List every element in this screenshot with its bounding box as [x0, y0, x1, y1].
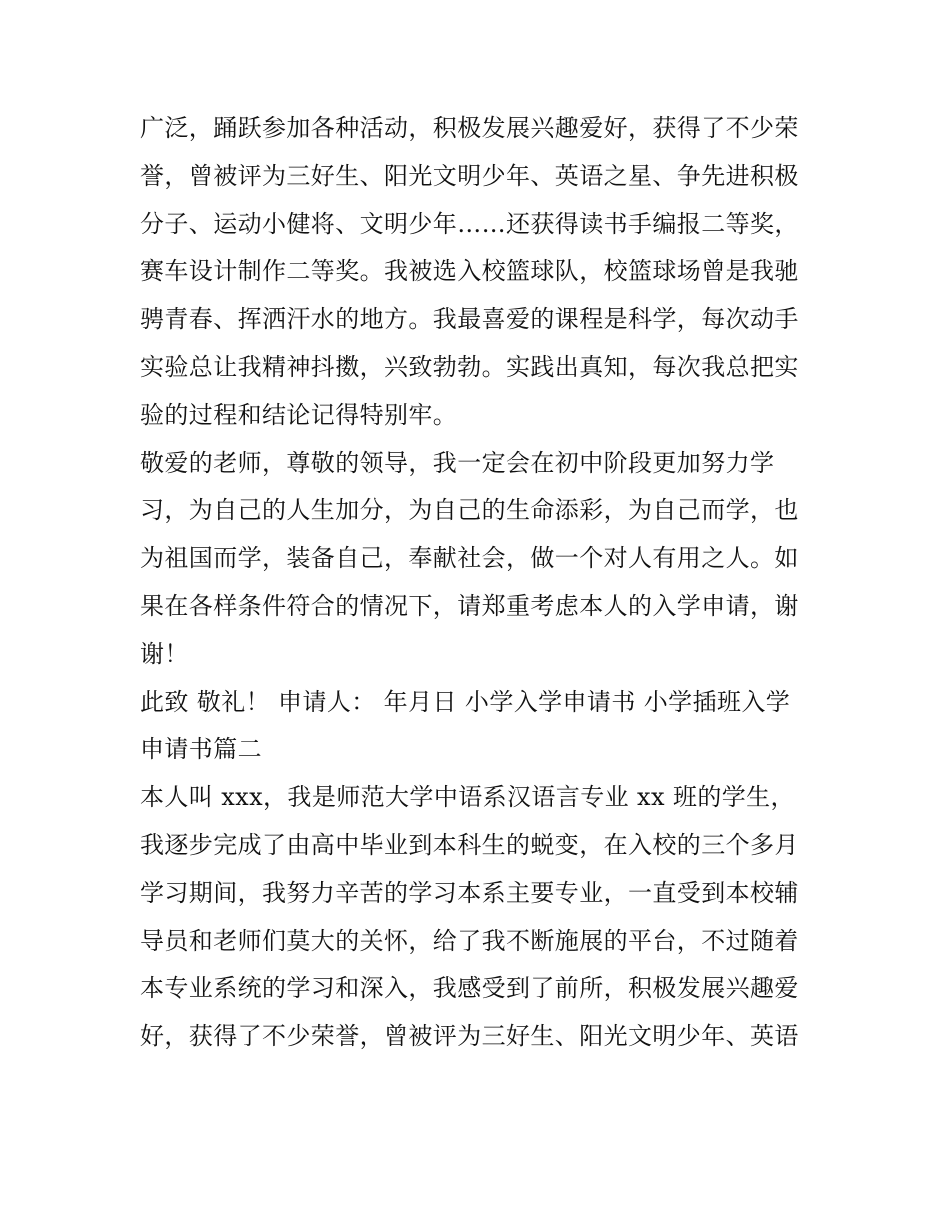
text-line: 实验总让我精神抖擞，兴致勃勃。实践出真知，每次我总把实: [140, 352, 799, 381]
text-line: 好，获得了不少荣誉，曾被评为三好生、阳光文明少年、英语: [140, 1022, 799, 1051]
text-line: 广泛，踊跃参加各种活动，积极发展兴趣爱好，获得了不少荣: [140, 114, 799, 142]
text-line: 骋青春、挥洒汗水的地方。我最喜爱的课程是科学，每次动手: [140, 305, 799, 334]
text-line: 验的过程和结论记得特别牢。: [140, 400, 458, 429]
text-line: 我逐步完成了由高中毕业到本科生的蜕变，在入校的三个多月: [140, 830, 799, 859]
text-line: 申请书篇二: [140, 735, 262, 764]
text-line: 赛车设计制作二等奖。我被选入校篮球队，校篮球场曾是我驰: [140, 257, 799, 286]
text-line: 分子、运动小健将、文明少年……还获得读书手编报二等奖，: [140, 209, 799, 238]
text-line: 谢！: [140, 639, 189, 668]
text-line: 习，为自己的人生加分，为自己的生命添彩，为自己而学，也: [140, 496, 799, 525]
text-line: 此致 敬礼！ 申请人： 年月日 小学入学申请书 小学插班入学: [140, 687, 791, 716]
text-line: 本人叫 xxx，我是师范大学中语系汉语言专业 xx 班的学生，: [140, 783, 795, 812]
text-line: 本专业系统的学习和深入，我感受到了前所，积极发展兴趣爱: [140, 974, 799, 1003]
text-line: 导员和老师们莫大的关怀，给了我不断施展的平台，不过随着: [140, 926, 799, 955]
text-line: 学习期间，我努力辛苦的学习本系主要专业，一直受到本校辅: [140, 878, 799, 907]
text-line: 果在各样条件符合的情况下，请郑重考虑本人的入学申请，谢: [140, 591, 799, 620]
text-line: 敬爱的老师，尊敬的领导，我一定会在初中阶段更加努力学: [140, 448, 775, 477]
document-body: [140, 105, 820, 1061]
text-line: 为祖国而学，装备自己，奉献社会，做一个对人有用之人。如: [140, 544, 799, 573]
text-line: 誉，曾被评为三好生、阳光文明少年、英语之星、争先进积极: [140, 161, 799, 190]
